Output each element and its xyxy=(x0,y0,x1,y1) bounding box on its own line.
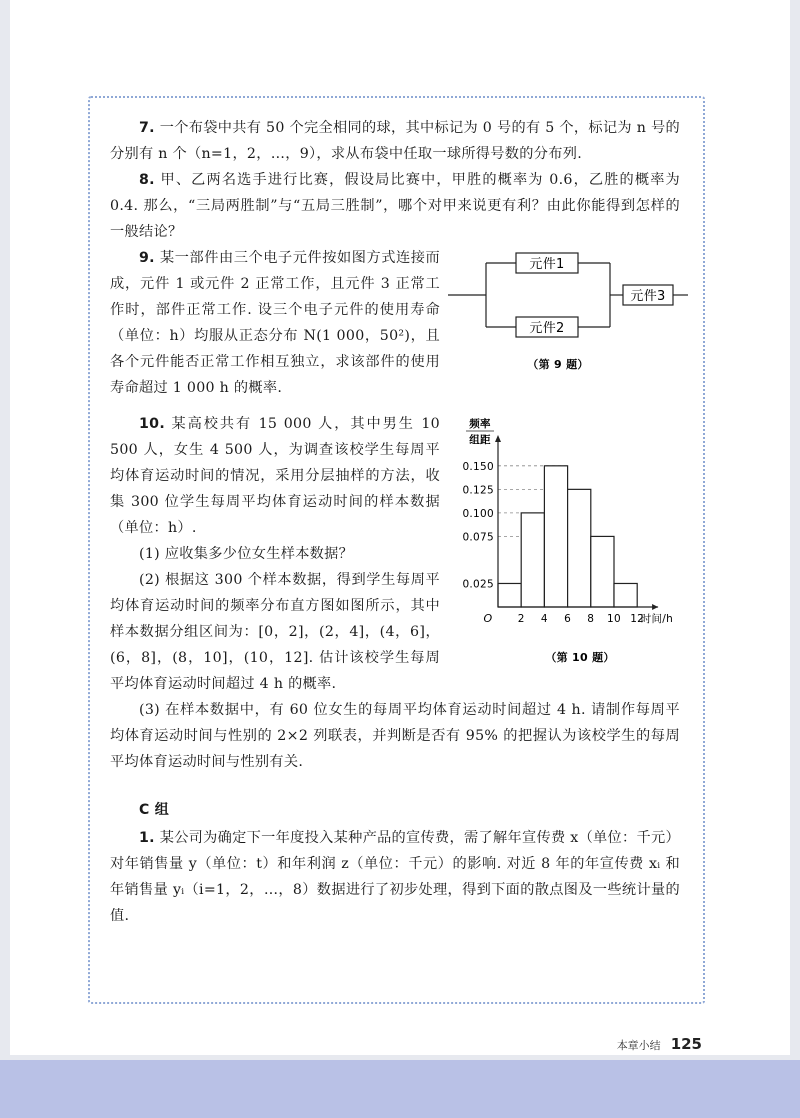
component-1 xyxy=(516,253,578,273)
histogram-bar xyxy=(568,489,591,607)
histogram-bar xyxy=(544,466,567,607)
y-axis-label-top: 频率 xyxy=(469,418,491,430)
problem-10-block xyxy=(110,411,680,775)
exercise-content xyxy=(110,115,680,929)
problem-8: 8. 甲、乙两名选手进行比赛，假设局比赛中，甲胜的概率为 0.6，乙胜的概率为 0.4. 那么，“三局两胜制”与“五局三胜制”，哪个对甲来说更有利？由此你能得到怎样的一般结论？ xyxy=(110,172,681,240)
origin-label: O xyxy=(483,612,493,625)
histogram-bar xyxy=(521,513,544,607)
x-tick-label: 4 xyxy=(540,613,548,625)
page-number: 125 xyxy=(670,1035,702,1053)
bottom-band xyxy=(0,1060,800,1118)
component-1-label: 元件1 xyxy=(529,257,565,272)
component-2-label: 元件2 xyxy=(529,321,565,336)
x-tick-label: 6 xyxy=(564,613,572,625)
figure-10-caption: （第 10 题） xyxy=(545,651,615,664)
figure-9-caption: （第 9 题） xyxy=(527,358,589,371)
component-2 xyxy=(516,317,578,337)
x-tick-label: 8 xyxy=(587,613,595,625)
problem-10-q1: (1) 应收集多少位女生样本数据？ xyxy=(139,546,354,562)
histogram-bar xyxy=(498,583,521,607)
problem-9: 9. 某一部件由三个电子元件按如图方式连接而成，元件 1 或元件 2 正常工作，且元件 3 正常工作时，部件正常工作. 设三个电子元件的使用寿命（单位：h）均服从正态分布 N(1 000，50²)，且各个元件能否正常工作相互独立，求该部件的使用寿命超过 1 000 h 的概率. xyxy=(110,250,440,396)
problem-7: 7. 一个布袋中共有 50 个完全相同的球，其中标记为 0 号的有 5 个，标记为 n 号的分别有 n 个（n=1，2，…，9），求从布袋中任取一球所得号数的分布列. xyxy=(110,120,680,162)
group-c-problem-1: 1. 某公司为确定下一年度投入某种产品的宣传费，需了解年宣传费 x（单位：千元）对年销售量 y（单位：t）和年利润 z（单位：千元）的影响. 对近 8 年的年宣传费 xᵢ 和年销售量 yᵢ（i=1，2，…，8）数据进行了初步处理，得到下面的散点图及一些统计量的值. xyxy=(110,830,681,924)
circuit-diagram xyxy=(448,245,688,405)
problem-10-q2: (2) 根据这 300 个样本数据，得到学生每周平均体育运动时间的频率分布直方图如图所示，其中样本数据分组区间为：[0，2]，(2，4]，(4，6]，(6，8]，(8，10]，(10，12]. 估计该校学生每周平均体育运动时间超过 4 h 的概率. xyxy=(110,572,440,692)
y-tick-label: 0.100 xyxy=(462,507,494,520)
frequency-histogram xyxy=(450,417,690,667)
y-tick-label: 0.075 xyxy=(462,531,494,544)
component-3 xyxy=(623,285,673,305)
histogram-bar xyxy=(591,536,614,607)
y-tick-label: 0.025 xyxy=(462,578,494,591)
page-footer xyxy=(617,1035,702,1053)
problem-10-left xyxy=(110,411,440,697)
problem-10-q3: (3) 在样本数据中，有 60 位女生的每周平均体育运动时间超过 4 h. 请制作每周平均体育运动时间与性别的 2×2 列联表，并判断是否有 95% 的把握认为该校学生的每周平均体育运动时间与性别有关. xyxy=(110,702,680,770)
chapter-label: 本章小结 xyxy=(616,1039,661,1052)
y-tick-label: 0.150 xyxy=(462,460,494,473)
problem-10-intro: 10. 某高校共有 15 000 人，其中男生 10 500 人，女生 4 500 人，为调查该校学生每周平均体育运动时间的情况，采用分层抽样的方法，收集 300 位学生每周平均体育运动时间的样本数据（单位：h）. xyxy=(110,416,440,536)
problem-9-block xyxy=(110,245,680,411)
histogram-bar xyxy=(614,583,637,607)
x-tick-label: 10 xyxy=(607,613,621,625)
y-axis-arrow xyxy=(495,435,501,442)
component-3-label: 元件3 xyxy=(630,289,666,304)
y-axis-label-bottom: 组距 xyxy=(469,434,491,446)
x-tick-label: 2 xyxy=(517,613,525,625)
group-c-title: C 组 xyxy=(139,802,170,818)
y-tick-label: 0.125 xyxy=(462,484,494,497)
x-axis-label: 时间/h xyxy=(640,613,674,625)
x-axis-arrow xyxy=(652,604,658,610)
x-tick-label: 12 xyxy=(630,613,645,625)
